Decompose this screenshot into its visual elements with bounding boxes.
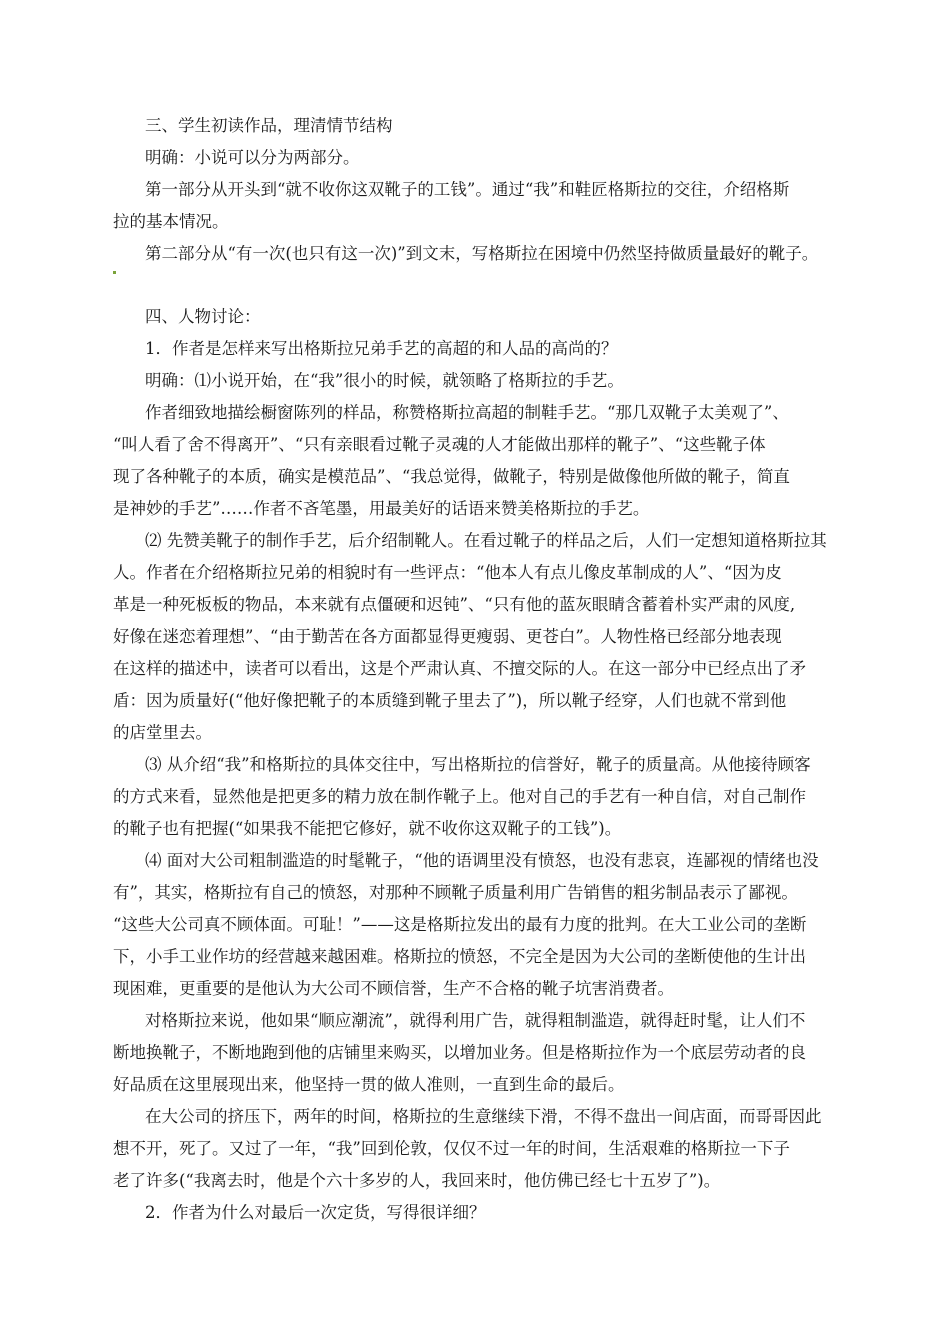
text-line: “叫人看了舍不得离开”、“只有亲眼看过靴子灵魂的人才能做出那样的靴子”、“这些靴子体 (113, 435, 766, 454)
text-line: “这些大公司真不顾体面。可耻！”——这是格斯拉发出的最有力度的批判。在大工业公司的垄断 (113, 915, 807, 934)
text-line: 明确：小说可以分为两部分。 (145, 148, 360, 167)
text-line: ⑷ 面对大公司粗制滥造的时髦靴子，“他的语调里没有愤怒，也没有悲哀，连鄙视的情绪也没 (145, 851, 819, 870)
text-line: ⑶ 从介绍“我”和格斯拉的具体交往中，写出格斯拉的信誉好，靴子的质量高。从他接待顾客 (145, 755, 811, 774)
text-line: 现困难，更重要的是他认为大公司不顾信誉，生产不合格的靴子坑害消费者。 (113, 979, 674, 998)
text-line: 下，小手工业作坊的经营越来越困难。格斯拉的愤怒，不完全是因为大公司的垄断使他的生计出 (113, 947, 806, 966)
text-line: 好品质在这里展现出来，他坚持一贯的做人准则，一直到生命的最后。 (113, 1075, 625, 1094)
text-line: 盾：因为质量好(“他好像把靴子的本质缝到靴子里去了”)，所以靴子经穿，人们也就不常到他 (113, 691, 787, 710)
text-line: 对格斯拉来说，他如果“顺应潮流”，就得利用广告，就得粗制滥造，就得赶时髦，让人们不 (145, 1011, 806, 1030)
text-line: 有”，其实，格斯拉有自己的愤怒，对那种不顾靴子质量利用广告销售的粗劣制品表示了鄙视。 (113, 883, 798, 902)
text-line: 现了各种靴子的本质，确实是模范品”、“我总觉得，做靴子，特别是做像他所做的靴子，简直 (113, 467, 790, 486)
text-line: 革是一种死板板的物品，本来就有点僵硬和迟钝”、“只有他的蓝灰眼睛含蓄着朴实严肃的风度, (113, 595, 796, 614)
text-line: 第一部分从开头到“就不收你这双靴子的工钱”。通过“我”和鞋匠格斯拉的交往，介绍格斯 (145, 180, 790, 199)
text-line: 拉的基本情况。 (113, 212, 229, 231)
text-line: 第二部分从“有一次(也只有这一次)”到文末，写格斯拉在困境中仍然坚持做质量最好的靴子。 (145, 244, 819, 263)
section-heading-4: 四、人物讨论： (145, 307, 261, 326)
section-heading-3: 三、学生初读作品，理清情节结构 (145, 116, 393, 135)
text-line: 人。作者在介绍格斯拉兄弟的相貌时有一些评点：“他本人有点儿像皮革制成的人”、“因为皮 (113, 563, 782, 582)
text-line: 明确：⑴小说开始，在“我”很小的时候，就领略了格斯拉的手艺。 (145, 371, 624, 390)
question-heading: 2．作者为什么对最后一次定货，写得很详细？ (145, 1203, 486, 1222)
text-line: 在大公司的挤压下，两年的时间，格斯拉的生意继续下滑，不得不盘出一间店面，而哥哥因此 (145, 1107, 822, 1126)
text-line: ⑵ 先赞美靴子的制作手艺，后介绍制靴人。在看过靴子的样品之后，人们一定想知道格斯拉其 (145, 531, 827, 550)
text-line: 的店堂里去。 (113, 723, 212, 742)
question-heading: 1．作者是怎样来写出格斯拉兄弟手艺的高超的和人品的高尚的？ (145, 339, 618, 358)
text-line: 的方式来看，显然他是把更多的精力放在制作靴子上。他对自己的手艺有一种自信，对自己制作 (113, 787, 806, 806)
text-line: 老了许多(“我离去时，他是个六十多岁的人，我回来时，他仿佛已经七十五岁了”)。 (113, 1171, 721, 1190)
text-line: 在这样的描述中，读者可以看出，这是个严肃认真、不擅交际的人。在这一部分中已经点出了矛 (113, 659, 806, 678)
text-line: 断地换靴子，不断地跑到他的店铺里来购买，以增加业务。但是格斯拉作为一个底层劳动者的良 (113, 1043, 806, 1062)
text-line: 作者细致地描绘橱窗陈列的样品，称赞格斯拉高超的制鞋手艺。“那几双靴子太美观了”、 (145, 403, 789, 422)
text-line: 是神妙的手艺”……作者不吝笔墨，用最美好的话语来赞美格斯拉的手艺。 (113, 499, 650, 518)
marker-dot (113, 271, 116, 274)
text-line: 想不开，死了。又过了一年，“我”回到伦敦，仅仅不过一年的时间，生活艰难的格斯拉一下子 (113, 1139, 790, 1158)
text-line: 的靴子也有把握(“如果我不能把它修好，就不收你这双靴子的工钱”)。 (113, 819, 622, 838)
text-line: 好像在迷恋着理想”、“由于勤苦在各方面都显得更瘦弱、更苍白”。人物性格已经部分地表现 (113, 627, 782, 646)
